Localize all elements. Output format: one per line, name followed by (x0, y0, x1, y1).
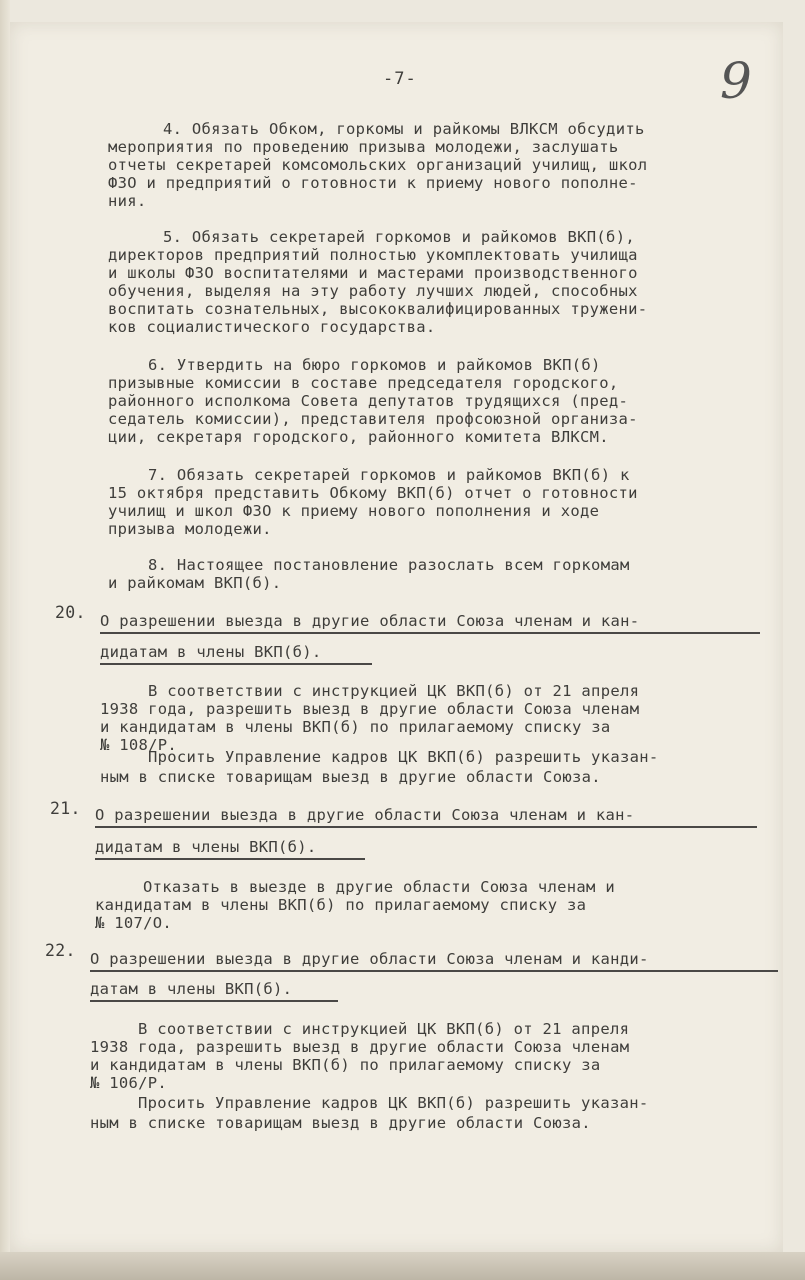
item-5-line: и школы ФЗО воспитателями и мастерами производственного (108, 264, 638, 282)
section-22-heading: О разрешении выезда в другие области Союза членам и канди- (90, 950, 649, 968)
section-22-number: 22. (45, 941, 76, 960)
section-20-body: и кандидатам в члены ВКП(б) по прилагаемому списку за (100, 718, 611, 736)
item-5-line: 5. Обязать секретарей горкомов и райкомов ВКП(б), (163, 228, 635, 246)
heading-underline (100, 632, 760, 634)
item-4-line: ния. (108, 192, 147, 210)
item-6-line: седатель комиссии), представителя профсоюзной организа- (108, 410, 638, 428)
heading-underline (100, 663, 372, 665)
section-20-body2: ным в списке товарищам выезд в другие области Союза. (100, 768, 601, 786)
item-8-line: 8. Настоящее постановление разослать всем горкомам (148, 556, 630, 574)
section-21-heading: О разрешении выезда в другие области Союза членам и кан- (95, 806, 635, 824)
section-22-body: № 106/Р. (90, 1074, 168, 1092)
item-6-line: 6. Утвердить на бюро горкомов и райкомов ВКП(б) (148, 356, 601, 374)
item-6-line: ции, секретаря городского, районного комитета ВЛКСМ. (108, 428, 609, 446)
section-20-body: 1938 года, разрешить выезд в другие области Союза членам (100, 700, 640, 718)
section-20-body: № 108/Р. (100, 736, 178, 754)
item-4-line: мероприятия по проведению призыва молодежи, заслушать (108, 138, 619, 156)
section-20-body: В соответствии с инструкцией ЦК ВКП(б) от 21 апреля (148, 682, 640, 700)
section-22-body: 1938 года, разрешить выезд в другие области Союза членам (90, 1038, 630, 1056)
section-22-body: В соответствии с инструкцией ЦК ВКП(б) от 21 апреля (138, 1020, 630, 1038)
section-22-heading: датам в члены ВКП(б). (90, 980, 293, 998)
item-4-line: ФЗО и предприятий о готовности к приему нового пополне- (108, 174, 638, 192)
section-21-heading: дидатам в члены ВКП(б). (95, 838, 317, 856)
section-22-body2: ным в списке товарищам выезд в другие области Союза. (90, 1114, 591, 1132)
item-7-line: училищ и школ ФЗО к приему нового пополнения и ходе (108, 502, 600, 520)
heading-underline (90, 970, 778, 972)
item-4-line: отчеты секретарей комсомольских организаций училищ, школ (108, 156, 648, 174)
page-number: -7- (383, 69, 417, 89)
binding-edge (0, 0, 10, 1280)
section-22-body2: Просить Управление кадров ЦК ВКП(б) разрешить указан- (138, 1094, 649, 1112)
section-21-number: 21. (50, 799, 81, 818)
item-6-line: районного исполкома Совета депутатов трудящихся (пред- (108, 392, 629, 410)
item-7-line: 7. Обязать секретарей горкомов и райкомов ВКП(б) к (148, 466, 630, 484)
bottom-shadow (0, 1252, 805, 1280)
item-5-line: ков социалистического государства. (108, 318, 436, 336)
item-5-line: обучения, выделяя на эту работу лучших людей, способных (108, 282, 638, 300)
item-6-line: призывные комиссии в составе председателя городского, (108, 374, 619, 392)
item-5-line: воспитать сознательных, высококвалифицированных тружени- (108, 300, 648, 318)
handwritten-page-number: 9 (720, 52, 752, 110)
section-20-body2: Просить Управление кадров ЦК ВКП(б) разрешить указан- (148, 748, 659, 766)
section-21-body: № 107/О. (95, 914, 173, 932)
heading-underline (95, 858, 365, 860)
item-4-line: 4. Обязать Обком, горкомы и райкомы ВЛКСМ обсудить (163, 120, 645, 138)
section-20-heading: О разрешении выезда в другие области Союза членам и кан- (100, 612, 640, 630)
section-20-heading: дидатам в члены ВКП(б). (100, 643, 322, 661)
section-20-number: 20. (55, 603, 86, 622)
item-8-line: и райкомам ВКП(б). (108, 574, 282, 592)
heading-underline (90, 1000, 338, 1002)
section-21-body: кандидатам в члены ВКП(б) по прилагаемому списку за (95, 896, 587, 914)
heading-underline (95, 826, 757, 828)
section-21-body: Отказать в выезде в другие области Союза членам и (143, 878, 615, 896)
item-7-line: призыва молодежи. (108, 520, 272, 538)
item-5-line: директоров предприятий полностью укомплектовать училища (108, 246, 638, 264)
item-7-line: 15 октября представить Обкому ВКП(б) отчет о готовности (108, 484, 638, 502)
section-22-body: и кандидатам в члены ВКП(б) по прилагаемому списку за (90, 1056, 601, 1074)
